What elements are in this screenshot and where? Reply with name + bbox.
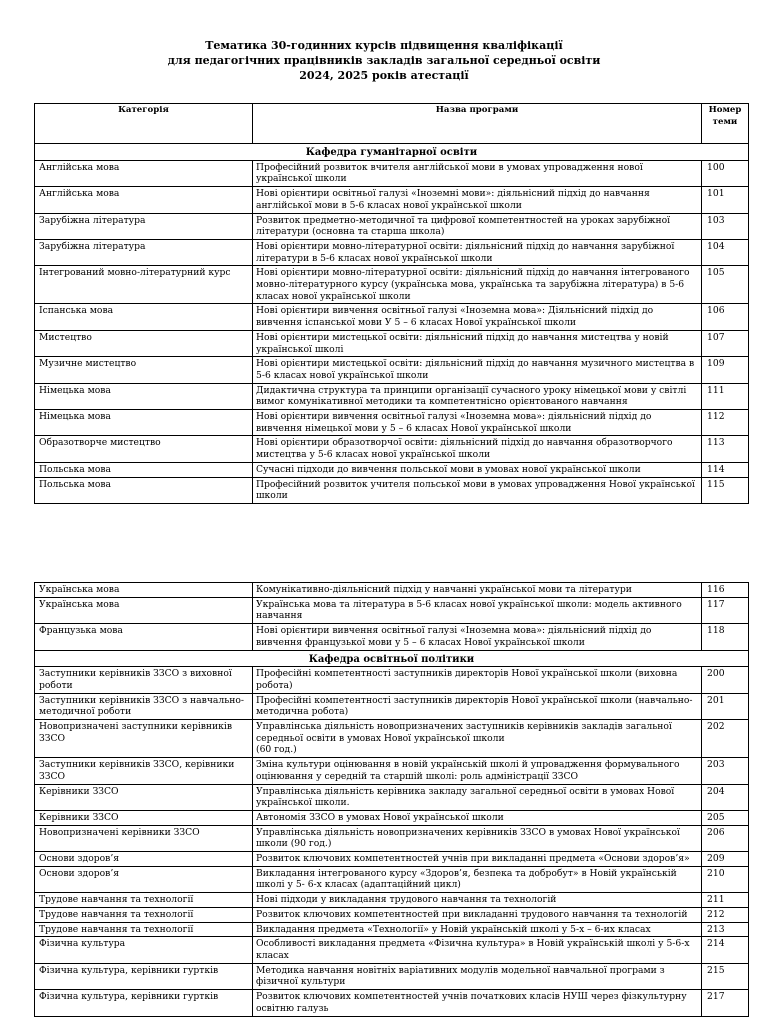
category-cell: Музичне мистецтво xyxy=(35,357,253,383)
category-cell: Українська мова xyxy=(35,597,253,623)
department-title: Кафедра гуманітарної освіти xyxy=(35,144,749,161)
department-title: Кафедра освітньої політики xyxy=(35,650,749,667)
category-cell: Українська мова xyxy=(35,583,253,598)
program-cell: Нові підходи у викладання трудового навчання та технологій xyxy=(253,893,702,908)
title-line: для педагогічних працівників закладів загальної середньої освіти xyxy=(167,54,601,67)
program-cell: Професійний розвиток учителя польської мови в умовах упровадження Нової української школи xyxy=(253,477,702,503)
category-cell: Іспанська мова xyxy=(35,304,253,330)
program-cell: Нові орієнтири вивчення освітньої галузі «Іноземна мова»: діяльнісний підхід до вивчення французької мови у 5 – 6 класах Нової української школи xyxy=(253,624,702,650)
number-cell: 209 xyxy=(702,852,749,867)
table-row xyxy=(35,693,749,719)
program-cell: Розвиток ключових компетентностей учнів початкових класів НУШ через фізкультурну освітню галузь xyxy=(253,990,702,1016)
table-row xyxy=(35,383,749,409)
category-cell: Фізична культура, керівники гуртків xyxy=(35,963,253,989)
number-cell: 217 xyxy=(702,990,749,1016)
number-cell: 115 xyxy=(702,477,749,503)
number-cell: 215 xyxy=(702,963,749,989)
program-cell: Управлінська діяльність новопризначених заступників керівників закладів загальної середньої освіти в умовах Нової української школи (60 год.) xyxy=(253,720,702,758)
number-cell: 111 xyxy=(702,383,749,409)
table-row xyxy=(35,963,749,989)
program-cell: Професійні компетентності заступників директорів Нової української школи (виховна робота) xyxy=(253,667,702,693)
table-row xyxy=(35,462,749,477)
category-cell: Польська мова xyxy=(35,477,253,503)
program-cell: Нові орієнтири мовно-літературної освіти: діяльнісний підхід до навчання інтегрованого мовно-літературного курсу (українська мова, українська та зарубіжна література) в 5-6 класах нової української школи xyxy=(253,266,702,304)
category-cell: Керівники ЗЗСО xyxy=(35,784,253,810)
category-cell: Польська мова xyxy=(35,462,253,477)
number-cell: 211 xyxy=(702,893,749,908)
category-cell: Фізична культура xyxy=(35,937,253,963)
number-cell: 112 xyxy=(702,410,749,436)
category-cell: Образотворче мистецтво xyxy=(35,436,253,462)
number-cell: 103 xyxy=(702,213,749,239)
category-cell: Заступники керівників ЗЗСО, керівники ЗЗСО xyxy=(35,758,253,784)
table-row xyxy=(35,937,749,963)
number-cell: 106 xyxy=(702,304,749,330)
program-cell: Управлінська діяльність новопризначених керівників ЗЗСО в умовах Нової української школи (90 год.) xyxy=(253,825,702,851)
category-cell: Керівники ЗЗСО xyxy=(35,810,253,825)
table-row xyxy=(35,304,749,330)
category-cell: Основи здоров’я xyxy=(35,866,253,892)
program-cell: Викладання предмета «Технології» у Новій українській школі у 5-х – 6-их класах xyxy=(253,922,702,937)
program-cell: Нові орієнтири мистецької освіти: діяльнісний підхід до навчання музичного мистецтва в 5-6 класах нової української школи xyxy=(253,357,702,383)
category-cell: Новопризначені заступники керівників ЗЗСО xyxy=(35,720,253,758)
table-row xyxy=(35,187,749,213)
table-row xyxy=(35,239,749,265)
program-cell: Викладання інтегрованого курсу «Здоров’я, безпека та добробут» в Новій українській школі у 5- 6-х класах (адаптаційний цикл) xyxy=(253,866,702,892)
number-cell: 205 xyxy=(702,810,749,825)
table-row xyxy=(35,597,749,623)
category-cell: Трудове навчання та технології xyxy=(35,893,253,908)
courses-table-policy xyxy=(34,582,749,1017)
table-row xyxy=(35,922,749,937)
category-cell: Німецька мова xyxy=(35,410,253,436)
category-cell: Новопризначені керівники ЗЗСО xyxy=(35,825,253,851)
courses-table-humanities xyxy=(34,103,749,504)
number-cell: 113 xyxy=(702,436,749,462)
section-header-row xyxy=(35,144,749,161)
table-row xyxy=(35,893,749,908)
program-cell: Нові орієнтири образотворчої освіти: діяльнісний підхід до навчання образотворчого мистецтва у 5-6 класах нової української школи xyxy=(253,436,702,462)
program-cell: Українська мова та література в 5-6 класах нової української школи: модель активного навчання xyxy=(253,597,702,623)
program-cell: Нові орієнтири мистецької освіти: діяльнісний підхід до навчання мистецтва у новій української школі xyxy=(253,330,702,356)
table-row xyxy=(35,213,749,239)
program-cell: Дидактична структура та принципи організації сучасного уроку німецької мови у світлі вимог комунікативної методики та компетентнісно орієнтованого навчання xyxy=(253,383,702,409)
number-cell: 212 xyxy=(702,907,749,922)
program-cell: Професійний розвиток вчителя англійської мови в умовах упровадження нової української школи xyxy=(253,160,702,186)
table-row xyxy=(35,784,749,810)
table-row xyxy=(35,436,749,462)
number-cell: 105 xyxy=(702,266,749,304)
table-row xyxy=(35,624,749,650)
number-cell: 100 xyxy=(702,160,749,186)
program-cell: Комунікативно-діяльнісний підхід у навчанні української мови та літератури xyxy=(253,583,702,598)
program-cell: Зміна культури оцінювання в новій українській школі й упровадження формувального оцінювання у середній та старшій школі: роль адміністрації ЗЗСО xyxy=(253,758,702,784)
program-cell: Розвиток ключових компетентностей учнів при викладанні предмета «Основи здоров’я» xyxy=(253,852,702,867)
table-row xyxy=(35,160,749,186)
program-cell: Професійні компетентності заступників директорів Нової української школи (навчально-методична робота) xyxy=(253,693,702,719)
program-cell: Управлінська діяльність керівника закладу загальної середньої освіти в умовах Нової української школи. xyxy=(253,784,702,810)
program-cell: Сучасні підходи до вивчення польської мови в умовах нової української школи xyxy=(253,462,702,477)
number-cell: 201 xyxy=(702,693,749,719)
program-cell: Методика навчання новітніх варіативних модулів модельної навчальної програми з фізичної культури xyxy=(253,963,702,989)
table-row xyxy=(35,266,749,304)
program-cell: Нові орієнтири вивчення освітньої галузі «Іноземна мова»: Діяльнісний підхід до вивчення іспанської мови У 5 – 6 класах Нової української школи xyxy=(253,304,702,330)
program-cell: Нові орієнтири вивчення освітньої галузі «Іноземна мова»: діяльнісний підхід до вивчення німецької мови у 5 – 6 класах Нової української школи xyxy=(253,410,702,436)
table-header-row xyxy=(35,104,749,144)
category-cell: Французька мова xyxy=(35,624,253,650)
program-cell: Розвиток предметно-методичної та цифрової компетентностей на уроках зарубіжної літератури (основна та старша школа) xyxy=(253,213,702,239)
number-cell: 114 xyxy=(702,462,749,477)
category-cell: Мистецтво xyxy=(35,330,253,356)
table-row xyxy=(35,583,749,598)
table-row xyxy=(35,810,749,825)
number-cell: 101 xyxy=(702,187,749,213)
table-row xyxy=(35,720,749,758)
category-cell: Основи здоров’я xyxy=(35,852,253,867)
document-title xyxy=(0,38,768,83)
table-row xyxy=(35,477,749,503)
category-cell: Англійська мова xyxy=(35,187,253,213)
category-cell: Зарубіжна література xyxy=(35,239,253,265)
number-cell: 210 xyxy=(702,866,749,892)
category-cell: Німецька мова xyxy=(35,383,253,409)
program-cell: Нові орієнтири мовно-літературної освіти: діяльнісний підхід до навчання зарубіжної літератури в 5-6 класах нової української школи xyxy=(253,239,702,265)
number-cell: 213 xyxy=(702,922,749,937)
number-cell: 117 xyxy=(702,597,749,623)
table-row xyxy=(35,866,749,892)
table-row xyxy=(35,410,749,436)
number-cell: 104 xyxy=(702,239,749,265)
table-row xyxy=(35,990,749,1016)
category-cell: Фізична культура, керівники гуртків xyxy=(35,990,253,1016)
title-line: 2024, 2025 років атестації xyxy=(299,69,469,82)
table-row xyxy=(35,907,749,922)
section-header-row xyxy=(35,650,749,667)
category-cell: Заступники керівників ЗЗСО з виховної роботи xyxy=(35,667,253,693)
category-cell: Заступники керівників ЗЗСО з навчально-методичної роботи xyxy=(35,693,253,719)
header-number: Номер теми xyxy=(702,104,749,144)
table-row xyxy=(35,825,749,851)
program-cell: Розвиток ключових компетентностей при викладанні трудового навчання та технологій xyxy=(253,907,702,922)
header-program: Назва програми xyxy=(253,104,702,144)
program-cell: Особливості викладання предмета «Фізична культура» в Новій українській школі у 5-6-х класах xyxy=(253,937,702,963)
category-cell: Трудове навчання та технології xyxy=(35,922,253,937)
category-cell: Трудове навчання та технології xyxy=(35,907,253,922)
title-line: Тематика 30-годинних курсів підвищення кваліфікації xyxy=(205,39,563,52)
number-cell: 107 xyxy=(702,330,749,356)
number-cell: 203 xyxy=(702,758,749,784)
table-row xyxy=(35,758,749,784)
number-cell: 204 xyxy=(702,784,749,810)
number-cell: 200 xyxy=(702,667,749,693)
table-row xyxy=(35,852,749,867)
table-row xyxy=(35,357,749,383)
table-row xyxy=(35,667,749,693)
category-cell: Інтегрований мовно-літературний курс xyxy=(35,266,253,304)
program-cell: Автономія ЗЗСО в умовах Нової української школи xyxy=(253,810,702,825)
number-cell: 116 xyxy=(702,583,749,598)
number-cell: 118 xyxy=(702,624,749,650)
header-category: Категорія xyxy=(35,104,253,144)
number-cell: 109 xyxy=(702,357,749,383)
category-cell: Зарубіжна література xyxy=(35,213,253,239)
table-row xyxy=(35,330,749,356)
category-cell: Англійська мова xyxy=(35,160,253,186)
number-cell: 202 xyxy=(702,720,749,758)
number-cell: 206 xyxy=(702,825,749,851)
number-cell: 214 xyxy=(702,937,749,963)
program-cell: Нові орієнтири освітньої галузі «Іноземні мови»: діяльнісний підхід до навчання англійської мови в 5-6 класах нової української школи xyxy=(253,187,702,213)
